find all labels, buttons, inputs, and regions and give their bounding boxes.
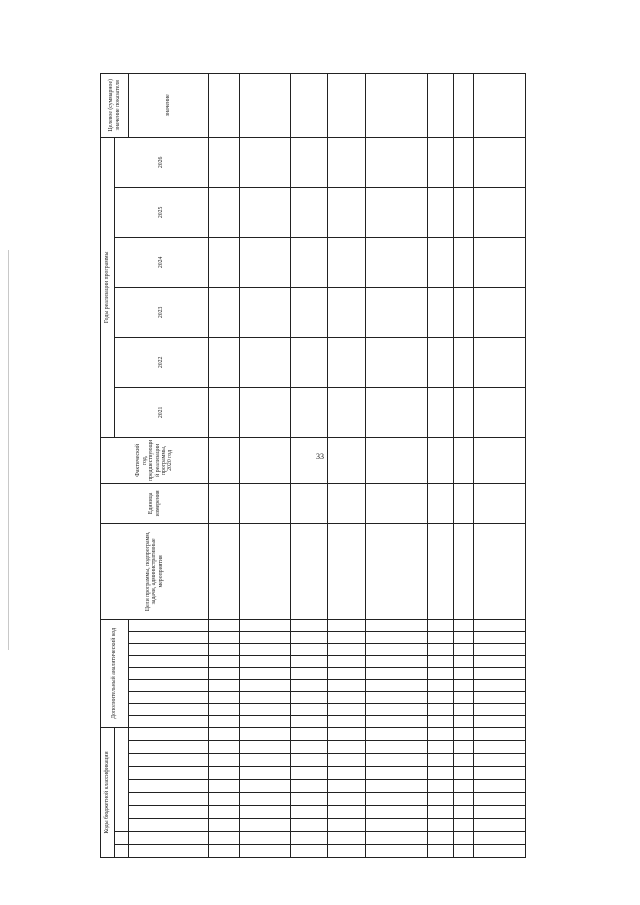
program-indicators-table-container: [100, 74, 526, 858]
table-cell: [474, 754, 526, 767]
table-cell: [327, 137, 366, 187]
table-cell: [428, 337, 454, 387]
table-cell: [327, 767, 366, 780]
table-cell: [428, 437, 454, 483]
header-budget-codes: Коды бюджетной классификации: [101, 727, 115, 857]
table-cell: [327, 631, 366, 643]
table-cell: [327, 619, 366, 631]
table-cell: [474, 387, 526, 437]
table-cell: [474, 691, 526, 703]
table-cell: [327, 741, 366, 754]
table-cell: [474, 619, 526, 631]
table-cell: [366, 631, 428, 643]
table-cell: [239, 619, 291, 631]
table-cell: [366, 387, 428, 437]
table-cell: [239, 806, 291, 819]
table-cell: [428, 619, 454, 631]
table-cell: [209, 483, 240, 523]
header-code-blank: [115, 727, 129, 831]
table-cell: [291, 819, 327, 832]
table-cell: [327, 483, 366, 523]
header-code-blank: [129, 727, 209, 740]
header-code-blank: [129, 845, 209, 858]
table-cell: [428, 523, 454, 619]
table-cell: [474, 832, 526, 845]
table-cell: [453, 703, 474, 715]
header-addcode-blank: [129, 667, 209, 679]
table-cell: [474, 780, 526, 793]
table-cell: [239, 631, 291, 643]
table-cell: [327, 793, 366, 806]
header-code-blank: [129, 754, 209, 767]
header-code-blank: [129, 793, 209, 806]
table-cell: [327, 679, 366, 691]
table-cell: [291, 73, 327, 137]
table-cell: [239, 287, 291, 337]
header-additional-codes: Дополнительный аналитический код: [101, 619, 129, 727]
table-cell: [453, 806, 474, 819]
table-cell: [474, 793, 526, 806]
header-code-blank: [129, 806, 209, 819]
table-cell: [327, 73, 366, 137]
table-cell: [453, 483, 474, 523]
table-cell: [428, 727, 454, 740]
program-indicators-table: [100, 73, 526, 858]
table-cell: [209, 806, 240, 819]
table-cell: [428, 793, 454, 806]
table-cell: [239, 387, 291, 437]
table-cell: [239, 679, 291, 691]
table-cell: [474, 741, 526, 754]
table-cell: [366, 767, 428, 780]
table-cell: [291, 643, 327, 655]
table-cell: [428, 287, 454, 337]
table-cell: [428, 679, 454, 691]
table-cell: [327, 703, 366, 715]
table-cell: [453, 619, 474, 631]
header-year-2024: 2024: [115, 237, 209, 287]
table-cell: [428, 754, 454, 767]
table-cell: [366, 483, 428, 523]
table-cell: [209, 679, 240, 691]
table-cell: [428, 237, 454, 287]
table-cell: [291, 667, 327, 679]
table-cell: [327, 187, 366, 237]
table-cell: [474, 483, 526, 523]
table-cell: [453, 387, 474, 437]
table-cell: [474, 703, 526, 715]
header-code-blank: [129, 832, 209, 845]
table-cell: [239, 845, 291, 858]
table-cell: [209, 187, 240, 237]
table-cell: [366, 287, 428, 337]
table-cell: [453, 655, 474, 667]
table-cell: [239, 643, 291, 655]
table-cell: [209, 780, 240, 793]
table-cell: [209, 832, 240, 845]
header-code-blank: [115, 832, 129, 845]
table-cell: [327, 727, 366, 740]
table-cell: [209, 387, 240, 437]
table-cell: [474, 667, 526, 679]
table-cell: [453, 780, 474, 793]
table-cell: [291, 845, 327, 858]
table-cell: [327, 806, 366, 819]
table-cell: [474, 187, 526, 237]
table-cell: [209, 237, 240, 287]
table-cell: [209, 73, 240, 137]
table-cell: [291, 741, 327, 754]
table-cell: [366, 691, 428, 703]
table-cell: [291, 727, 327, 740]
table-cell: [428, 655, 454, 667]
table-cell: [327, 715, 366, 727]
table-cell: [474, 437, 526, 483]
table-cell: [209, 137, 240, 187]
table-cell: [291, 337, 327, 387]
table-cell: [366, 715, 428, 727]
header-code-blank: [129, 767, 209, 780]
table-cell: [453, 437, 474, 483]
table-cell: [453, 337, 474, 387]
table-cell: [453, 691, 474, 703]
table-cell: [291, 523, 327, 619]
table-cell: [239, 483, 291, 523]
header-year-2026: 2026: [115, 137, 209, 187]
table-cell: [239, 73, 291, 137]
header-year-2021: 2021: [115, 387, 209, 437]
table-cell: [239, 137, 291, 187]
table-cell: [327, 643, 366, 655]
table-cell: [428, 667, 454, 679]
table-cell: [239, 667, 291, 679]
table-cell: [474, 337, 526, 387]
table-cell: [209, 845, 240, 858]
table-cell: [428, 703, 454, 715]
table-cell: [209, 754, 240, 767]
table-cell: [453, 845, 474, 858]
table-cell: [209, 287, 240, 337]
table-cell: [474, 727, 526, 740]
header-baseline: Фактический год, предшествующий реализации программы, 2020 год: [101, 437, 209, 483]
table-cell: [453, 237, 474, 287]
table-cell: [209, 741, 240, 754]
table-row: [239, 73, 291, 857]
table-cell: [209, 655, 240, 667]
table-cell: [453, 727, 474, 740]
header-addcode-blank: [129, 619, 209, 631]
table-cell: [291, 806, 327, 819]
table-cell: [239, 703, 291, 715]
table-cell: [366, 845, 428, 858]
table-cell: [428, 819, 454, 832]
table-cell: [291, 715, 327, 727]
table-cell: [327, 523, 366, 619]
table-cell: [327, 655, 366, 667]
table-cell: [453, 767, 474, 780]
table-cell: [474, 819, 526, 832]
table-cell: [291, 483, 327, 523]
table-cell: [428, 845, 454, 858]
table-cell: [428, 832, 454, 845]
table-cell: [366, 73, 428, 137]
table-cell: [209, 631, 240, 643]
table-cell: [209, 767, 240, 780]
header-addcode-blank: [129, 715, 209, 727]
header-year-2025: 2025: [115, 187, 209, 237]
table-cell: [209, 703, 240, 715]
table-cell: [291, 679, 327, 691]
header-addcode-blank: [129, 679, 209, 691]
table-cell: [366, 741, 428, 754]
table-cell: [239, 437, 291, 483]
table-row: [453, 73, 474, 857]
table-cell: [291, 655, 327, 667]
table-cell: [366, 806, 428, 819]
table-cell: [327, 237, 366, 287]
table-cell: [239, 523, 291, 619]
table-cell: [209, 727, 240, 740]
table-cell: [209, 523, 240, 619]
table-cell: [474, 643, 526, 655]
header-unit: Единица измерения: [101, 483, 209, 523]
table-cell: [453, 631, 474, 643]
header-code-blank: [129, 819, 209, 832]
table-cell: [327, 287, 366, 337]
table-cell: [209, 667, 240, 679]
table-row: [366, 73, 428, 857]
table-cell: [428, 387, 454, 437]
table-cell: [428, 643, 454, 655]
table-cell: [366, 727, 428, 740]
table-cell: [239, 819, 291, 832]
table-cell: [291, 619, 327, 631]
table-cell: [366, 187, 428, 237]
header-addcode-blank: [129, 631, 209, 643]
table-cell: [291, 793, 327, 806]
header-code-blank: [129, 780, 209, 793]
header-target: Целевое (суммарное) значение показателя: [101, 73, 129, 137]
table-cell: [428, 137, 454, 187]
table-cell: [239, 715, 291, 727]
table-cell: [474, 73, 526, 137]
table-cell: [239, 754, 291, 767]
table-cell: [428, 691, 454, 703]
table-cell: [453, 187, 474, 237]
table-row: [291, 73, 327, 857]
header-addcode-blank: [129, 691, 209, 703]
table-cell: [209, 793, 240, 806]
header-years: Годы реализации программы: [101, 137, 115, 437]
table-cell: [474, 715, 526, 727]
table-row: [209, 73, 240, 857]
table-cell: [428, 483, 454, 523]
table-cell: [209, 691, 240, 703]
table-cell: [239, 832, 291, 845]
table-cell: [291, 780, 327, 793]
header-target-sublabel: значение: [129, 73, 209, 137]
table-cell: [453, 137, 474, 187]
table-cell: [428, 715, 454, 727]
table-cell: [453, 715, 474, 727]
table-cell: [453, 679, 474, 691]
table-cell: [209, 715, 240, 727]
table-cell: [291, 703, 327, 715]
table-cell: [366, 703, 428, 715]
table-cell: [291, 754, 327, 767]
table-cell: [209, 337, 240, 387]
table-cell: [428, 741, 454, 754]
table-cell: [327, 819, 366, 832]
table-cell: [428, 767, 454, 780]
table-row: [474, 73, 526, 857]
table-cell: [209, 619, 240, 631]
table-cell: [428, 780, 454, 793]
table-cell: [474, 845, 526, 858]
table-cell: [366, 819, 428, 832]
table-cell: [239, 187, 291, 237]
table-cell: [428, 73, 454, 137]
table-cell: [327, 667, 366, 679]
table-cell: [239, 655, 291, 667]
table-cell: [327, 832, 366, 845]
table-cell: [453, 523, 474, 619]
table-cell: [428, 187, 454, 237]
table-cell: [366, 619, 428, 631]
table-cell: [474, 287, 526, 337]
table-cell: [239, 793, 291, 806]
table-cell: [327, 337, 366, 387]
table-cell: [366, 523, 428, 619]
table-cell: [239, 780, 291, 793]
table-cell: [239, 767, 291, 780]
table-cell: [209, 643, 240, 655]
table-cell: [327, 691, 366, 703]
table-cell: [291, 691, 327, 703]
table-cell: [291, 832, 327, 845]
table-cell: [366, 137, 428, 187]
table-cell: [453, 73, 474, 137]
table-cell: [366, 337, 428, 387]
table-cell: [366, 793, 428, 806]
table-cell: [474, 655, 526, 667]
table-cell: [474, 806, 526, 819]
table-cell: [453, 754, 474, 767]
page-number: 33: [316, 452, 324, 461]
table-cell: [327, 780, 366, 793]
table-cell: [291, 437, 327, 483]
table-cell: [474, 767, 526, 780]
table-cell: [428, 806, 454, 819]
table-cell: [453, 819, 474, 832]
table-cell: [474, 237, 526, 287]
table-cell: [291, 187, 327, 237]
header-year-2022: 2022: [115, 337, 209, 387]
header-code-blank: [129, 741, 209, 754]
table-cell: [291, 631, 327, 643]
table-cell: [366, 237, 428, 287]
table-cell: [327, 387, 366, 437]
table-body: [209, 73, 526, 857]
table-cell: [474, 523, 526, 619]
table-cell: [428, 631, 454, 643]
table-row: [428, 73, 454, 857]
table-cell: [366, 754, 428, 767]
header-code-blank: [115, 845, 129, 858]
header-addcode-blank: [129, 655, 209, 667]
table-cell: [453, 741, 474, 754]
table-row: [327, 73, 366, 857]
table-cell: [366, 643, 428, 655]
table-cell: [366, 437, 428, 483]
table-cell: [239, 741, 291, 754]
scan-edge-line: [8, 250, 9, 650]
table-cell: [239, 237, 291, 287]
table-cell: [239, 727, 291, 740]
table-cell: [209, 437, 240, 483]
table-cell: [366, 780, 428, 793]
table-cell: [474, 679, 526, 691]
table-cell: [366, 655, 428, 667]
header-indicator-name: Цели программы, подпрограмм, задачи, административные мероприятия: [101, 523, 209, 619]
table-cell: [209, 819, 240, 832]
header-year-2023: 2023: [115, 287, 209, 337]
table-cell: [327, 754, 366, 767]
table-cell: [327, 437, 366, 483]
table-cell: [239, 337, 291, 387]
header-addcode-blank: [129, 703, 209, 715]
table-cell: [474, 631, 526, 643]
table-cell: [239, 691, 291, 703]
table-cell: [291, 287, 327, 337]
table-cell: [291, 767, 327, 780]
table-cell: [453, 287, 474, 337]
table-cell: [453, 643, 474, 655]
table-cell: [291, 137, 327, 187]
table-cell: [366, 832, 428, 845]
header-addcode-blank: [129, 643, 209, 655]
table-cell: [453, 793, 474, 806]
table-cell: [291, 387, 327, 437]
table-cell: [291, 237, 327, 287]
table-cell: [474, 137, 526, 187]
table-cell: [366, 667, 428, 679]
table-cell: [327, 845, 366, 858]
table-cell: [453, 667, 474, 679]
table-cell: [453, 832, 474, 845]
table-cell: [366, 679, 428, 691]
